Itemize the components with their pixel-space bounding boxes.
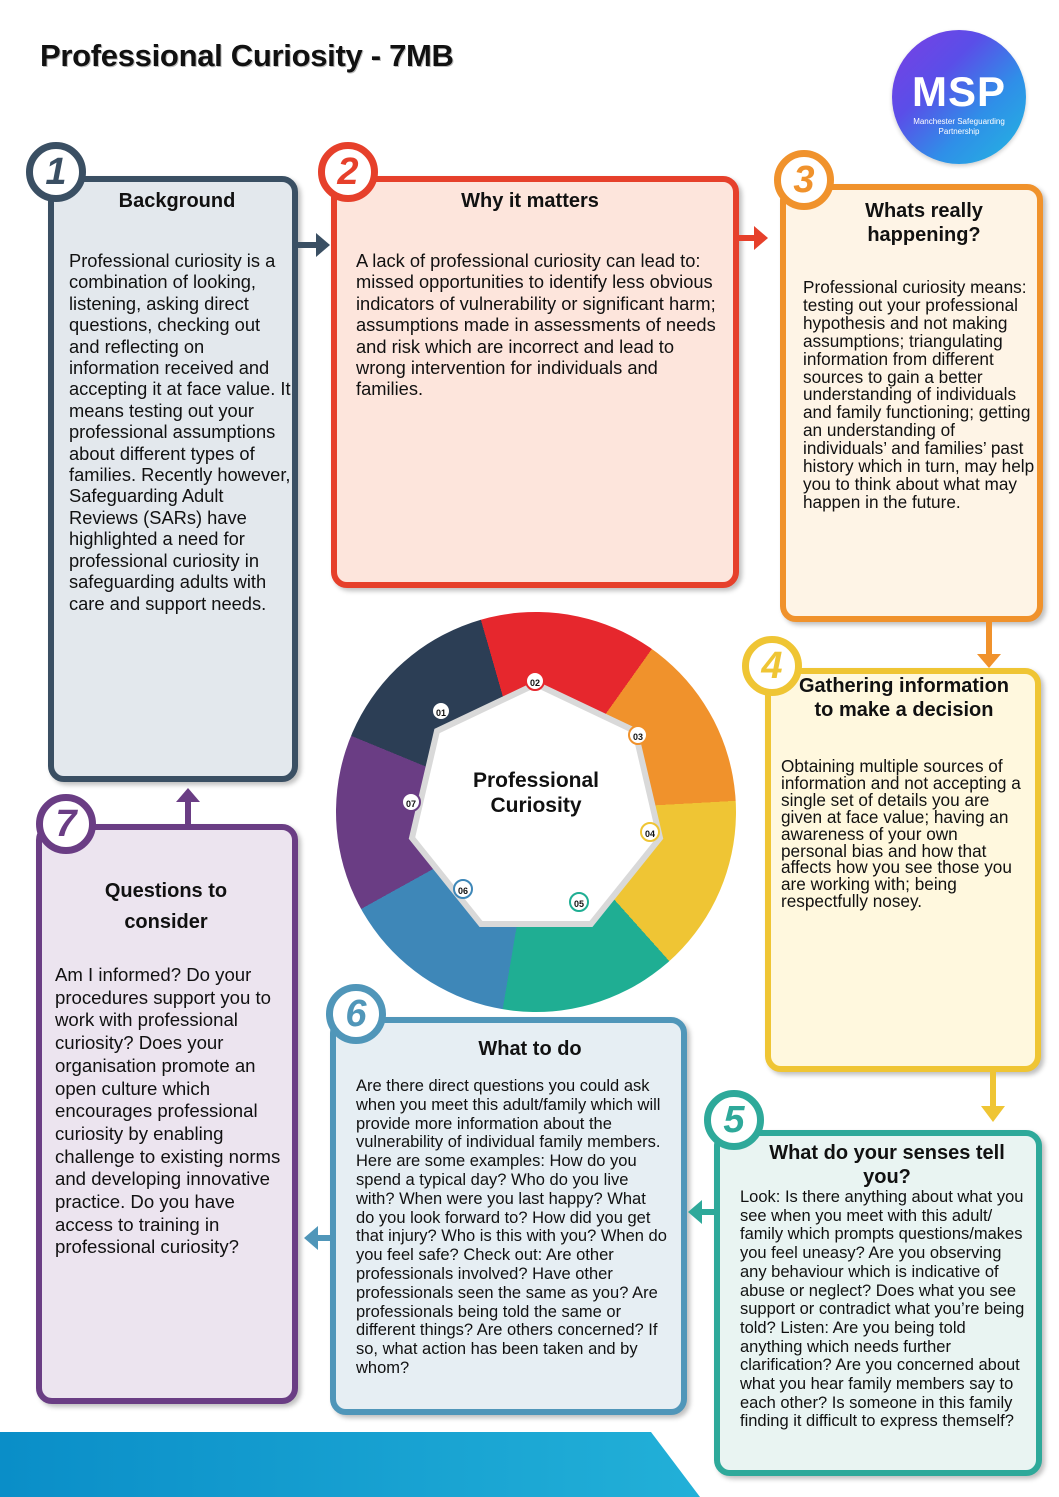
logo-sub-text: Manchester Safeguarding Partnership bbox=[913, 117, 1005, 136]
section-3-heading: Whats really happening? bbox=[865, 200, 983, 246]
footer-banner bbox=[0, 1432, 700, 1497]
wheel-label-02: 02 bbox=[525, 671, 545, 691]
wheel-label-06: 06 bbox=[453, 879, 473, 899]
wheel-center-label bbox=[436, 768, 636, 818]
section-2-heading: Why it matters bbox=[461, 190, 599, 212]
wheel-label-03: 03 bbox=[628, 725, 648, 745]
section-7-number: 7 bbox=[36, 794, 96, 854]
msp-logo bbox=[892, 30, 1026, 164]
logo-main-text: MSP bbox=[911, 68, 1006, 115]
section-1-body: Professional curiosity is a combination of looking, listening, asking direct questions, checking out and reflecting on information received and accepting it at face value. It means testing out your professional assumptions about different types of families. Recently however, Safeguarding Adult Reviews (SARs) have highlighted a need for professional curiosity in safeguarding adults with care and support needs. bbox=[69, 250, 291, 614]
wheel-center-line-2: Curiosity bbox=[490, 794, 582, 817]
section-6-number: 6 bbox=[326, 984, 386, 1044]
section-1-heading: Background bbox=[118, 190, 236, 212]
section-4-body: Obtaining multiple sources of information and not accepting a single set of details you are given at face value; having an awareness of your own personal bias and how that affects how you see those you are working with; being respectfully nosey. bbox=[781, 756, 1021, 912]
wheel-center-line-1: Professional bbox=[472, 769, 600, 792]
wheel-label-07: 07 bbox=[401, 792, 421, 812]
section-6-heading: What to do bbox=[478, 1038, 582, 1060]
section-3-number: 3 bbox=[774, 150, 834, 210]
section-2-body: A lack of professional curiosity can lead to: missed opportunities to identify less obvious indicators of vulnerability or significant harm; assumptions made in assessments of needs and risk which are incorrect and lead to wrong intervention for individuals and families. bbox=[356, 250, 716, 400]
wheel-label-05: 05 bbox=[569, 892, 589, 912]
section-4-heading: Gathering information to make a decision bbox=[799, 675, 1009, 721]
page-title: Professional Curiosity - 7MB bbox=[40, 38, 454, 73]
section-1-number: 1 bbox=[26, 142, 86, 202]
section-5-number: 5 bbox=[704, 1090, 764, 1150]
section-5-heading: What do your senses tell you? bbox=[769, 1142, 1005, 1188]
section-3-body: Professional curiosity means: testing out your professional hypothesis and not making assumptions; triangulating information from different sources to gain a better understanding of individuals and family functioning; getting an understanding of individuals’ and families’ past history which in turn, may help you to think about what may happen in the future. bbox=[803, 277, 1035, 512]
wheel-label-04: 04 bbox=[640, 822, 660, 842]
section-4-number: 4 bbox=[742, 636, 802, 696]
wheel-label-01: 01 bbox=[431, 701, 451, 721]
section-7-heading: Questions to consider bbox=[104, 880, 228, 933]
section-6-body: Are there direct questions you could ask when you meet this adult/family which will provide more information about the vulnerability of individual family members. Here are some examples: How do you spend a typical day? Who do you live with? When were you last happy? What do you look forward to? How did you get that injury? Who is this with you? When do you feel safe? Check out: Are other professionals involved? Have other professionals seen the same as you? Are professionals being told the same or different things? Are others concerned? If so, what action has been taken and by whom? bbox=[356, 1077, 667, 1377]
section-7-body: Am I informed? Do your procedures support you to work with professional curiosity? Does your organisation promote an open culture which encourages professional curiosity by enabling challenge to existing norms and developing innovative practice. Do you have access to training in professional curiosity? bbox=[55, 964, 281, 1258]
section-5-body: Look: Is there anything about what you see when you meet with this adult/ family which prompts questions/makes you feel uneasy? Are you observing any behaviour which is indicative of abuse or neglect? Does what you see support or contradict what you’re being told? Listen: Are you being told anything which needs further clarification? Are you concerned about what you hear family members say to each other? Is someone in this family finding it difficult to express themself? bbox=[740, 1188, 1025, 1431]
section-2-number: 2 bbox=[318, 142, 378, 202]
